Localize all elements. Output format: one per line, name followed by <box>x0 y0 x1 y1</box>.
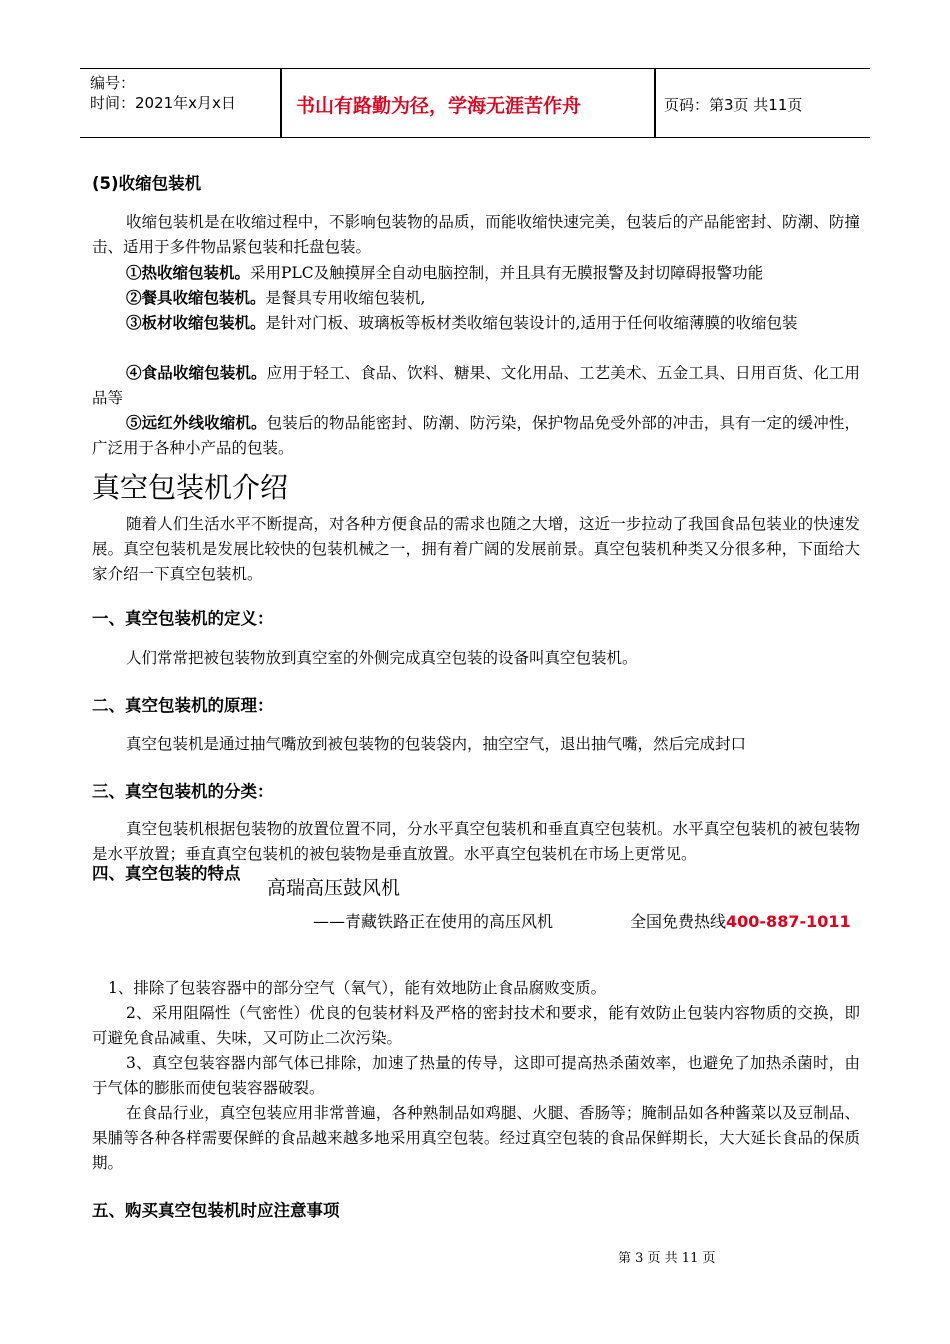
page-title: 真空包装机介绍 <box>92 471 289 504</box>
paragraph-classification: 真空包装机根据包装物的放置位置不同，分水平真空包装机和垂直真空包装机。水平真空包装机的被包装物是水平放置；垂直真空包装机的被包装物是垂直放置。水平真空包装机在市场上更常见。 <box>92 820 860 863</box>
list-item <box>92 285 860 311</box>
item-title: ②餐具收缩包装机。 <box>126 288 266 307</box>
item-text: 包装后的物品能密封、防潮、防污染，保护物品免受外部的冲击，具有一定的缓冲性，广泛用于各种小产品的包装。 <box>92 414 860 457</box>
page-header <box>80 68 870 138</box>
paragraph-definition: 人们常常把被包装物放到真空室的外侧完成真空包装的设备叫真空包装机。 <box>126 649 638 667</box>
paragraph-application: 在食品行业，真空包装应用非常普遍，各种熟制品如鸡腿、火腿、香肠等；腌制品如各种酱菜以及豆制品、果脯等各种各样需要保鲜的食品越来越多地采用真空包装。经过真空包装的食品保鲜期长，大大延长食品的保质期。 <box>92 1104 860 1172</box>
paragraph-principle: 真空包装机是通过抽气嘴放到被包装物的包装袋内，抽空空气，退出抽气嘴，然后完成封口 <box>126 735 747 753</box>
hotline-label: 全国免费热线 <box>630 912 727 931</box>
section-heading-shrink: (5)收缩包装机 <box>92 174 202 193</box>
feature-item: 1、排除了包装容器中的部分空气（氧气），能有效地防止食品腐败变质。 <box>108 979 607 997</box>
page-footer: 第 3 页 共 11 页 <box>618 1251 716 1266</box>
item-title: ①热收缩包装机。 <box>126 263 251 282</box>
doc-date-label: 时间：2021年x月x日 <box>90 94 236 112</box>
item-title: ④食品收缩包装机。 <box>126 363 267 382</box>
section-heading-definition: 一、真空包装机的定义： <box>92 609 274 628</box>
doc-number-label: 编号： <box>90 74 136 92</box>
feature-item: 3、真空包装容器内部气体已排除，加速了热量的传导，这即可提高热杀菌效率，也避免了加热杀菌时，由于气体的膨胀而使包装容器破裂。 <box>92 1054 860 1097</box>
header-divider <box>654 69 656 137</box>
section-heading-purchase: 五、购买真空包装机时应注意事项 <box>92 1201 340 1220</box>
item-text: 采用PLC及触摸屏全自动电脑控制，并且具有无膜报警及封切障碍报警功能 <box>250 264 764 282</box>
feature-item: 2、采用阻隔性（气密性）优良的包装材料及严格的密封技术和要求，能有效防止包装内容物质的交换，即可避免食品减重、失味，又可防止二次污染。 <box>92 1004 860 1047</box>
header-motto: 书山有路勤为径，学海无涯苦作舟 <box>296 95 582 117</box>
ad-hotline <box>630 909 851 932</box>
header-page-info: 页码：第3页 共11页 <box>664 96 803 114</box>
item-title: ⑤远红外线收缩机。 <box>126 413 267 432</box>
ad-subtitle: ——青藏铁路正在使用的高压风机 <box>313 912 554 931</box>
section-heading-principle: 二、真空包装机的原理： <box>92 696 274 715</box>
item-text: 应用于轻工、食品、饮料、糖果、文化用品、工艺美术、五金工具、日用百货、化工用品等 <box>92 364 860 407</box>
list-item <box>92 310 860 336</box>
list-item <box>92 260 860 286</box>
list-item <box>92 360 860 411</box>
item-text: 是针对门板、玻璃板等板材类收缩包装设计的,适用于任何收缩薄膜的收缩包装 <box>265 314 798 332</box>
paragraph-shrink-intro: 收缩包装机是在收缩过程中，不影响包装物的品质，而能收缩快速完美，包装后的产品能密封、防潮、防撞击、适用于多件物品紧包装和托盘包装。 <box>92 213 860 256</box>
section-heading-features: 四、真空包装的特点 <box>92 864 241 883</box>
item-title: ③板材收缩包装机。 <box>126 313 266 332</box>
item-text: 是餐具专用收缩包装机, <box>265 289 426 307</box>
section-heading-classification: 三、真空包装机的分类： <box>92 782 274 801</box>
list-item <box>92 410 860 461</box>
paragraph-vacuum-intro: 随着人们生活水平不断提高，对各种方便食品的需求也随之大增，这近一步拉动了我国食品包装业的快速发展。真空包装机是发展比较快的包装机械之一，拥有着广阔的发展前景。真空包装机种类又分很多种，下面给大家介绍一下真空包装机。 <box>92 515 860 583</box>
header-divider <box>280 69 282 137</box>
ad-title: 高瑞高压鼓风机 <box>267 877 401 899</box>
hotline-number: 400-887-1011 <box>726 912 851 931</box>
